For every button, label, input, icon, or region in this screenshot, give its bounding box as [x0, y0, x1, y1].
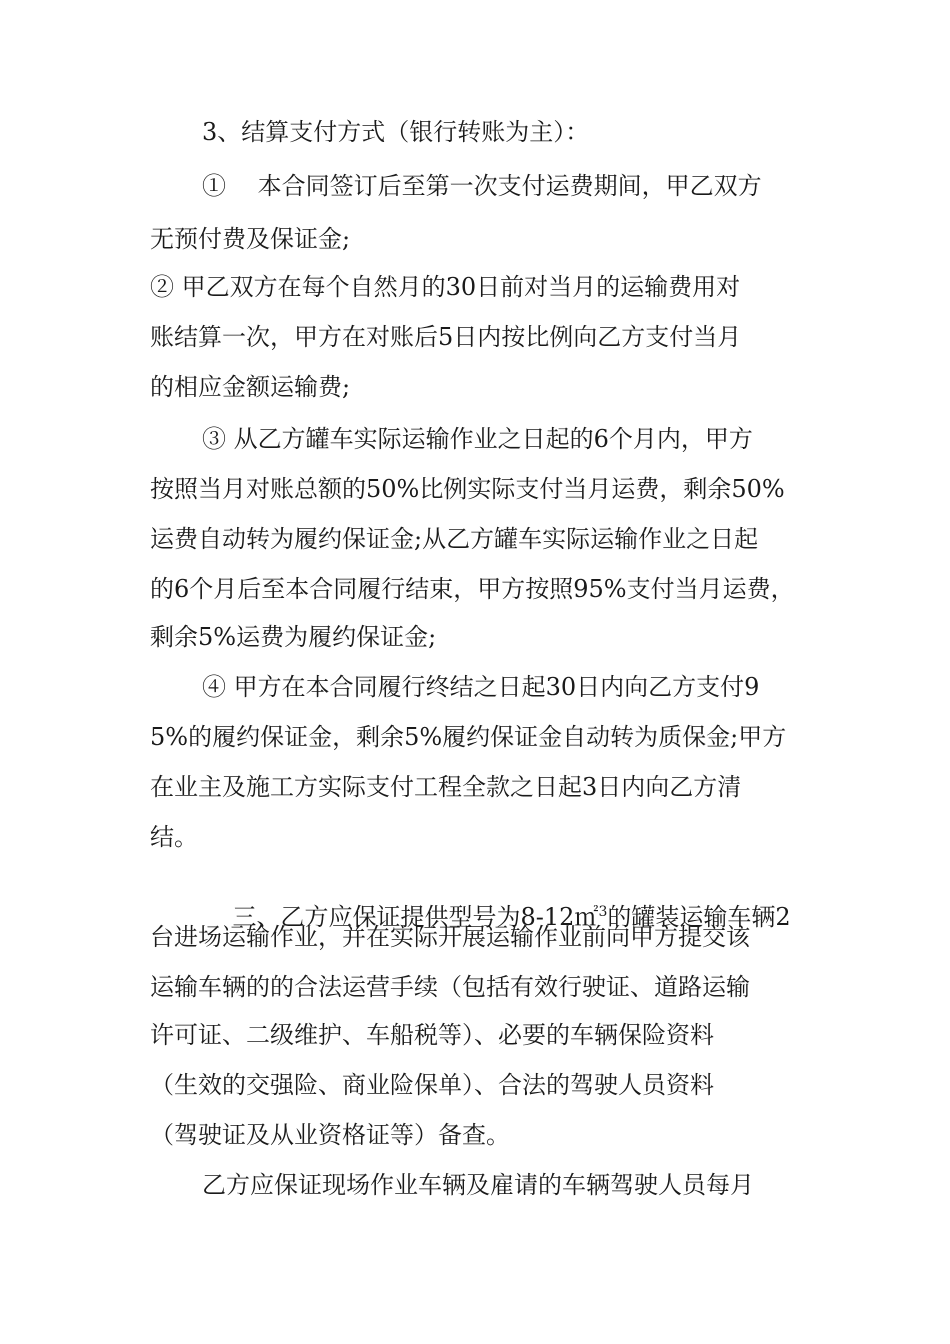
text-line: （生效的交强险、商业险保单）、合法的驾驶人员资料: [150, 1071, 714, 1099]
text-line: ① 本合同签订后至第一次支付运费期间，甲乙双方: [202, 172, 762, 200]
text-line: 结。: [150, 823, 198, 851]
superscript: 3: [598, 904, 608, 920]
text-line: 乙方应保证现场作业车辆及雇请的车辆驾驶人员每月: [202, 1171, 754, 1199]
text-line: 运输车辆的的合法运营手续（包括有效行驶证、道路运输: [150, 973, 750, 1001]
text-line: 台进场运输作业，并在实际开展运输作业前向甲方提交该: [150, 923, 750, 951]
text-line: 5%的履约保证金，剩余5%履约保证金自动转为质保金;甲方: [150, 723, 787, 751]
text-line: 剩余5%运费为履约保证金;: [150, 623, 437, 651]
text-line: ④ 甲方在本合同履行终结之日起30日内向乙方支付9: [202, 673, 760, 701]
text-line: 3、结算支付方式（银行转账为主）：: [202, 118, 590, 146]
text-line: 按照当月对账总额的50%比例实际支付当月运费，剩余50%: [150, 475, 785, 503]
text-line: 运费自动转为履约保证金;从乙方罐车实际运输作业之日起: [150, 525, 759, 553]
text-line: ③ 从乙方罐车实际运输作业之日起的6个月内，甲方: [202, 425, 753, 453]
text-line: 的相应金额运输费;: [150, 373, 351, 401]
text-line: 账结算一次，甲方在对账后5日内按比例向乙方支付当月: [150, 323, 742, 351]
text-line: 在业主及施工方实际支付工程全款之日起3日内向乙方清: [150, 773, 742, 801]
text-segment: 三、乙方应保证提供型号为8-12㎡: [232, 903, 599, 931]
text-line: 许可证、二级维护、车船税等）、必要的车辆保险资料: [150, 1021, 714, 1049]
text-segment: 的罐装运输车辆2: [607, 903, 791, 931]
text-line: 无预付费及保证金;: [150, 225, 351, 253]
text-line: （驾驶证及从业资格证等）备查。: [150, 1121, 510, 1149]
text-line: ② 甲乙双方在每个自然月的30日前对当月的运输费用对: [150, 273, 741, 301]
text-line: 的6个月后至本合同履行结束，甲方按照95%支付当月运费，: [150, 575, 795, 603]
